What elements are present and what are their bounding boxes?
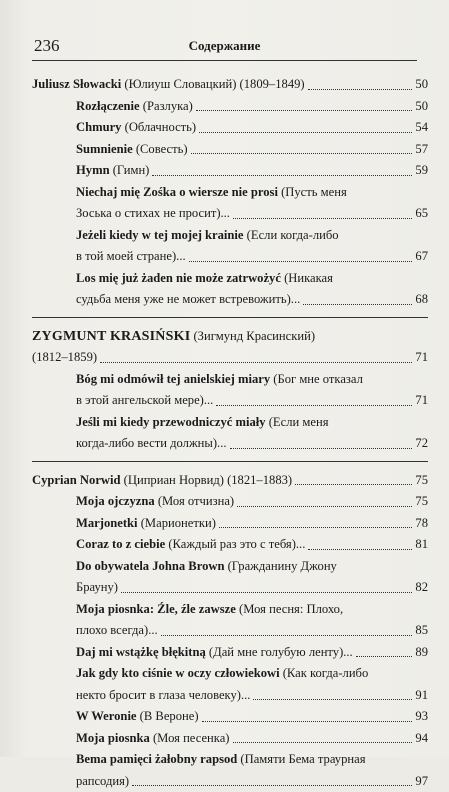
- poem-line: [76, 225, 428, 247]
- poem-title: Bóg mi odmówił tej anielskiej miary: [76, 372, 270, 386]
- leader-dots: [356, 656, 413, 657]
- poem-translation: (В Вероне): [137, 709, 199, 723]
- poem-title: Do obywatela Johna Brown: [76, 559, 224, 573]
- author-entry: [32, 326, 428, 369]
- page-ref: 78: [415, 513, 428, 535]
- poem-line: [76, 268, 428, 290]
- poem-translation: (Каждый раз это с тебя)...: [165, 537, 305, 551]
- poem-title: Marjonetki: [76, 516, 138, 530]
- running-title: Содержание: [32, 38, 417, 54]
- poem-text: [76, 117, 196, 139]
- poem-line: [76, 412, 428, 434]
- page-ref: 54: [415, 117, 428, 139]
- poem-title: Moja piosnka: [76, 731, 150, 745]
- poem-translation-cont: когда-либо вести должны)...: [76, 433, 227, 455]
- poem-entry: [32, 749, 428, 792]
- poem-title: Moja ojczyzna: [76, 494, 155, 508]
- section-divider: [32, 317, 428, 318]
- poem-translation: (Если меня: [266, 415, 329, 429]
- poem-entry: [32, 268, 428, 311]
- leader-dots: [295, 484, 412, 485]
- leader-dots: [219, 527, 412, 528]
- poem-line: [76, 771, 428, 792]
- author-translation: (Юлиуш Словацкий) (1809–1849): [121, 77, 304, 91]
- page-ref: 68: [415, 289, 428, 311]
- poem-line: [76, 182, 428, 204]
- poem-entry: [32, 642, 428, 664]
- poem-translation: (Гимн): [110, 163, 150, 177]
- poem-translation: (Марионетки): [138, 516, 216, 530]
- poem-entry: [32, 225, 428, 268]
- leader-dots: [308, 549, 412, 550]
- poem-title: Chmury: [76, 120, 121, 134]
- page-ref: 50: [415, 74, 428, 96]
- poem-entry: [32, 412, 428, 455]
- leader-dots: [152, 175, 412, 176]
- poem-title: Niechaj mię Zośka o wiersze nie prosi: [76, 185, 278, 199]
- leader-dots: [233, 218, 412, 219]
- poem-translation-cont: некто бросит в глаза человеку)...: [76, 685, 250, 707]
- poem-title: Los mię już żaden nie może zatrwożyć: [76, 271, 281, 285]
- poem-entry: [32, 96, 428, 118]
- poem-entry: [32, 706, 428, 728]
- author-name: ZYGMUNT KRASIŃSKI: [32, 329, 190, 344]
- poem-line: [76, 663, 428, 685]
- page-ref: 50: [415, 96, 428, 118]
- poem-translation: (Бог мне отказал: [270, 372, 363, 386]
- poem-translation: (Совесть): [133, 142, 188, 156]
- table-of-contents: [32, 74, 428, 792]
- page-ref: 71: [415, 390, 428, 412]
- author-name: Juliusz Słowacki: [32, 77, 121, 91]
- leader-dots: [121, 592, 412, 593]
- poem-translation: (Гражданину Джону: [224, 559, 336, 573]
- poem-translation: (Моя песня: Плохо,: [236, 602, 343, 616]
- poem-translation: (Дай мне голубую ленту)...: [206, 645, 353, 659]
- leader-dots: [233, 742, 413, 743]
- leader-dots: [189, 261, 413, 262]
- leader-dots: [100, 362, 412, 363]
- poem-translation: (Памяти Бема траурная: [237, 752, 365, 766]
- author-translation: (Циприан Норвид) (1821–1883): [121, 473, 293, 487]
- page-ref: 75: [415, 470, 428, 492]
- poem-text: [76, 491, 234, 513]
- poem-title: Bema pamięci żałobny rapsod: [76, 752, 237, 766]
- author-entry: [32, 470, 428, 492]
- poem-entry: [32, 369, 428, 412]
- poem-title: Coraz to z ciebie: [76, 537, 165, 551]
- poem-title: Daj mi wstążkę błękitną: [76, 645, 206, 659]
- author-entry: [32, 74, 428, 96]
- poem-entry: [32, 139, 428, 161]
- poem-line: [76, 577, 428, 599]
- author-dates: (1812–1859): [32, 347, 97, 369]
- page-ref: 81: [415, 534, 428, 556]
- leader-dots: [161, 635, 413, 636]
- leader-dots: [237, 506, 412, 507]
- poem-line: [76, 246, 428, 268]
- toc-section: [32, 326, 428, 455]
- poem-text: [76, 706, 199, 728]
- poem-translation-cont: судьба меня уже не может встревожить)...: [76, 289, 300, 311]
- poem-translation-cont: рапсодия): [76, 771, 129, 792]
- poem-entry: [32, 599, 428, 642]
- poem-text: [76, 160, 149, 182]
- poem-line: [76, 289, 428, 311]
- poem-text: [76, 96, 193, 118]
- poem-title: Jeśli mi kiedy przewodniczyć miały: [76, 415, 266, 429]
- leader-dots: [196, 110, 413, 111]
- author-line: [32, 326, 428, 348]
- poem-line: [76, 390, 428, 412]
- page-ref: 72: [415, 433, 428, 455]
- leader-dots: [230, 448, 413, 449]
- poem-line: [76, 749, 428, 771]
- poem-line: [76, 369, 428, 391]
- page-ref: 97: [415, 771, 428, 792]
- author-line: [32, 347, 428, 369]
- poem-translation: (Пусть меня: [278, 185, 347, 199]
- poem-entry: [32, 491, 428, 513]
- page-ref: 94: [415, 728, 428, 750]
- page-ref: 85: [415, 620, 428, 642]
- author-translation: (Зигмунд Красинский): [190, 329, 315, 343]
- leader-dots: [216, 405, 412, 406]
- leader-dots: [303, 304, 412, 305]
- toc-section: [32, 74, 428, 311]
- poem-line: [76, 556, 428, 578]
- poem-text: [76, 534, 305, 556]
- leader-dots: [253, 699, 412, 700]
- page-ref: 75: [415, 491, 428, 513]
- poem-entry: [32, 728, 428, 750]
- poem-line: [76, 203, 428, 225]
- poem-title: Jeżeli kiedy w tej mojej krainie: [76, 228, 244, 242]
- poem-translation-cont: в этой ангельской мере)...: [76, 390, 213, 412]
- poem-entry: [32, 182, 428, 225]
- poem-entry: [32, 160, 428, 182]
- page-ref: 57: [415, 139, 428, 161]
- poem-text: [76, 513, 216, 535]
- poem-translation: (Как когда-либо: [280, 666, 369, 680]
- poem-line: [76, 599, 428, 621]
- leader-dots: [191, 153, 413, 154]
- poem-line: [76, 620, 428, 642]
- leader-dots: [202, 721, 413, 722]
- running-header: [32, 36, 417, 61]
- page-ref: 82: [415, 577, 428, 599]
- section-divider: [32, 461, 428, 462]
- leader-dots: [132, 785, 412, 786]
- poem-translation: (Моя отчизна): [155, 494, 234, 508]
- page-ref: 89: [415, 642, 428, 664]
- poem-translation: (Облачность): [121, 120, 196, 134]
- poem-translation-cont: в той моей стране)...: [76, 246, 186, 268]
- poem-entry: [32, 534, 428, 556]
- page-ref: 93: [415, 706, 428, 728]
- poem-title: Jak gdy kto ciśnie w oczy człowiekowi: [76, 666, 280, 680]
- poem-title: Sumnienie: [76, 142, 133, 156]
- poem-entry: [32, 117, 428, 139]
- poem-text: [76, 728, 230, 750]
- leader-dots: [199, 132, 412, 133]
- poem-text: [76, 642, 353, 664]
- poem-translation-cont: Зоська о стихах не просит)...: [76, 203, 230, 225]
- poem-title: Rozłączenie: [76, 99, 140, 113]
- author-text: [32, 74, 305, 96]
- poem-translation: (Никакая: [281, 271, 333, 285]
- poem-line: [76, 433, 428, 455]
- page-ref: 71: [415, 347, 428, 369]
- page-ref: 91: [415, 685, 428, 707]
- poem-title: Moja piosnka: Źle, źle zawsze: [76, 602, 236, 616]
- page-ref: 59: [415, 160, 428, 182]
- poem-translation: (Разлука): [140, 99, 193, 113]
- page-number: 236: [34, 36, 60, 56]
- poem-translation-cont: плохо всегда)...: [76, 620, 158, 642]
- poem-entry: [32, 513, 428, 535]
- page-ref: 65: [415, 203, 428, 225]
- author-name: Cyprian Norwid: [32, 473, 121, 487]
- poem-translation-cont: Брауну): [76, 577, 118, 599]
- page-ref: 67: [415, 246, 428, 268]
- poem-entry: [32, 556, 428, 599]
- leader-dots: [308, 89, 413, 90]
- poem-translation: (Если когда-либо: [244, 228, 339, 242]
- toc-section: [32, 470, 428, 792]
- author-text: [32, 470, 292, 492]
- poem-title: Hymn: [76, 163, 110, 177]
- poem-entry: [32, 663, 428, 706]
- poem-line: [76, 685, 428, 707]
- poem-text: [76, 139, 188, 161]
- poem-title: W Weronie: [76, 709, 137, 723]
- poem-translation: (Моя песенка): [150, 731, 230, 745]
